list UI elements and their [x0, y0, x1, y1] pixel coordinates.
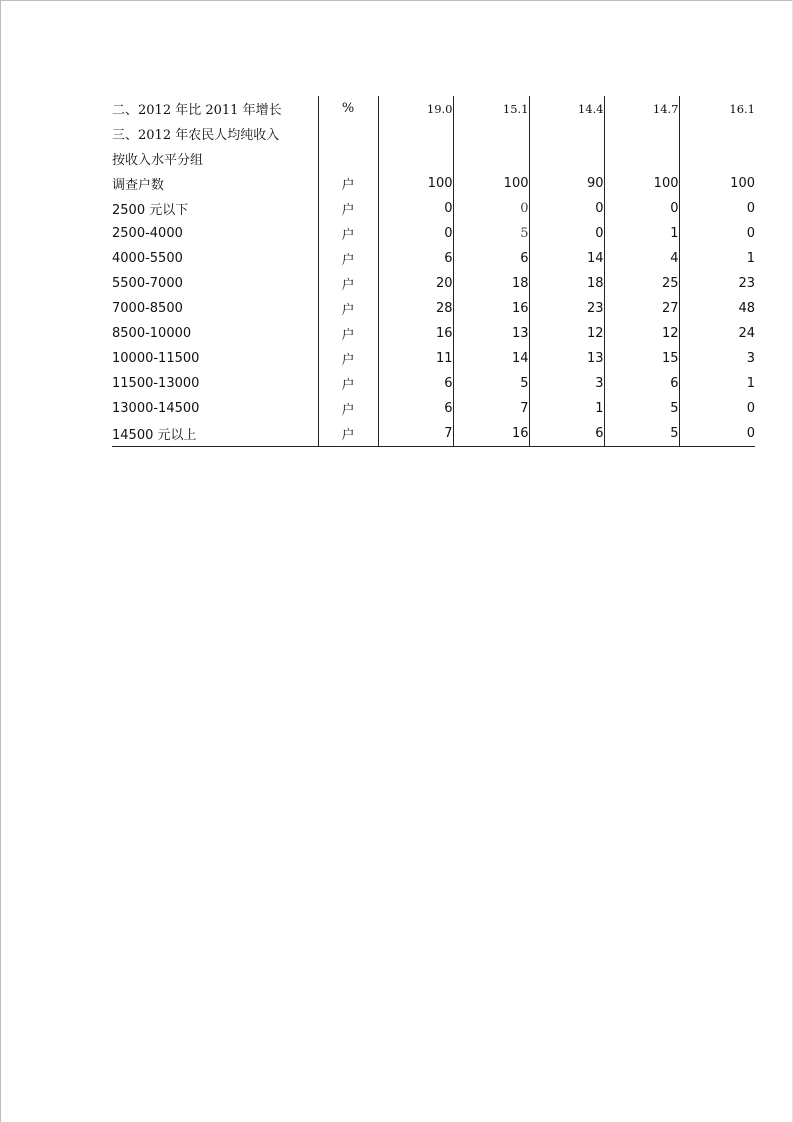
- row-unit: 户: [318, 171, 378, 196]
- cell-value: 1: [746, 376, 755, 391]
- row-unit: 户: [318, 246, 378, 271]
- cell-value: 6: [378, 396, 453, 421]
- cell-value: 0: [378, 196, 453, 221]
- cell-value: 6: [453, 246, 529, 271]
- cell-value: 14.4: [529, 96, 604, 121]
- cell-value: 16: [378, 321, 453, 346]
- row-label: 调查户数: [112, 178, 165, 193]
- page-border-left: [0, 0, 1, 1122]
- table-row: [112, 346, 755, 371]
- cell-value: 0: [746, 201, 755, 216]
- cell-value: 27: [604, 296, 679, 321]
- table-row-group: [112, 146, 755, 171]
- cell-value: 5: [453, 221, 529, 246]
- table-row: [112, 221, 755, 246]
- row-label: 5500-7000: [112, 276, 183, 291]
- row-label: 11500-13000: [112, 376, 200, 391]
- cell-value: 100: [730, 176, 755, 191]
- table-row: [112, 296, 755, 321]
- row-label: 10000-11500: [112, 351, 200, 366]
- row-unit: 户: [318, 296, 378, 321]
- row-label: 4000-5500: [112, 251, 183, 266]
- cell-value: 0: [604, 196, 679, 221]
- cell-value: 3: [746, 351, 755, 366]
- row-label: 7000-8500: [112, 301, 183, 316]
- row-label: 14500 元以上: [112, 421, 318, 447]
- row-unit: 户: [318, 346, 378, 371]
- table-row: [112, 371, 755, 396]
- cell-value: 24: [738, 326, 755, 341]
- cell-value: 15: [604, 346, 679, 371]
- table-row: [112, 421, 755, 447]
- cell-value: 28: [378, 296, 453, 321]
- cell-value: 6: [378, 246, 453, 271]
- cell-value: 14: [453, 346, 529, 371]
- cell-value: 14.7: [604, 96, 679, 121]
- cell-value: 0: [378, 221, 453, 246]
- cell-value: 7: [453, 396, 529, 421]
- row-unit: 户: [318, 271, 378, 296]
- cell-value: 18: [453, 271, 529, 296]
- cell-value: 5: [604, 396, 679, 421]
- cell-value: 1: [529, 396, 604, 421]
- table-row: [112, 196, 755, 221]
- cell-value: 48: [738, 301, 755, 316]
- page-border-top: [0, 0, 793, 1]
- cell-value: 23: [738, 276, 755, 291]
- cell-value: 15.1: [453, 96, 529, 121]
- row-label: 2500-4000: [112, 226, 183, 241]
- row-label: 2500 元以下: [112, 203, 189, 218]
- section-heading: 三、2012 年农民人均纯收入: [112, 128, 280, 143]
- table-row: [112, 321, 755, 346]
- cell-value: 100: [453, 171, 529, 196]
- table-row-households: [112, 171, 755, 196]
- cell-value: 90: [529, 171, 604, 196]
- cell-value: 0: [529, 221, 604, 246]
- cell-value: 19.0: [378, 96, 453, 121]
- row-unit: %: [318, 96, 378, 121]
- table-row: [112, 396, 755, 421]
- cell-value: 12: [604, 321, 679, 346]
- row-unit: 户: [318, 221, 378, 246]
- cell-value: 0: [679, 421, 755, 447]
- cell-value: 5: [604, 421, 679, 447]
- row-unit: 户: [318, 421, 378, 447]
- table-row-growth: [112, 96, 755, 121]
- cell-value: 13: [529, 346, 604, 371]
- cell-value: 6: [529, 421, 604, 447]
- row-label: 13000-14500: [112, 401, 200, 416]
- cell-value: 16.1: [729, 101, 755, 116]
- cell-value: 100: [378, 171, 453, 196]
- cell-value: 3: [529, 371, 604, 396]
- cell-value: 23: [529, 296, 604, 321]
- cell-value: 0: [746, 226, 755, 241]
- row-unit: 户: [318, 371, 378, 396]
- cell-value: 14: [529, 246, 604, 271]
- row-unit: 户: [318, 321, 378, 346]
- cell-value: 6: [604, 371, 679, 396]
- cell-value: 6: [378, 371, 453, 396]
- cell-value: 16: [453, 296, 529, 321]
- cell-value: 25: [604, 271, 679, 296]
- subsection-heading: 按收入水平分组: [112, 153, 204, 168]
- cell-value: 1: [604, 221, 679, 246]
- row-unit: 户: [318, 396, 378, 421]
- cell-value: 16: [453, 421, 529, 447]
- table-row-section3: [112, 121, 755, 146]
- cell-value: 18: [529, 271, 604, 296]
- cell-value: 7: [378, 421, 453, 447]
- cell-value: 4: [604, 246, 679, 271]
- cell-value: 11: [378, 346, 453, 371]
- cell-value: 5: [453, 371, 529, 396]
- cell-value: 12: [529, 321, 604, 346]
- cell-value: 0: [529, 196, 604, 221]
- cell-value: 13: [453, 321, 529, 346]
- cell-value: 100: [604, 171, 679, 196]
- cell-value: 0: [746, 401, 755, 416]
- table-row: [112, 271, 755, 296]
- row-label: 二、2012 年比 2011 年增长: [112, 103, 282, 118]
- table-row: [112, 246, 755, 271]
- cell-value: 0: [453, 196, 529, 221]
- row-unit: 户: [318, 196, 378, 221]
- cell-value: 1: [746, 251, 755, 266]
- income-distribution-table: [112, 96, 755, 447]
- row-label: 8500-10000: [112, 326, 192, 341]
- cell-value: 20: [378, 271, 453, 296]
